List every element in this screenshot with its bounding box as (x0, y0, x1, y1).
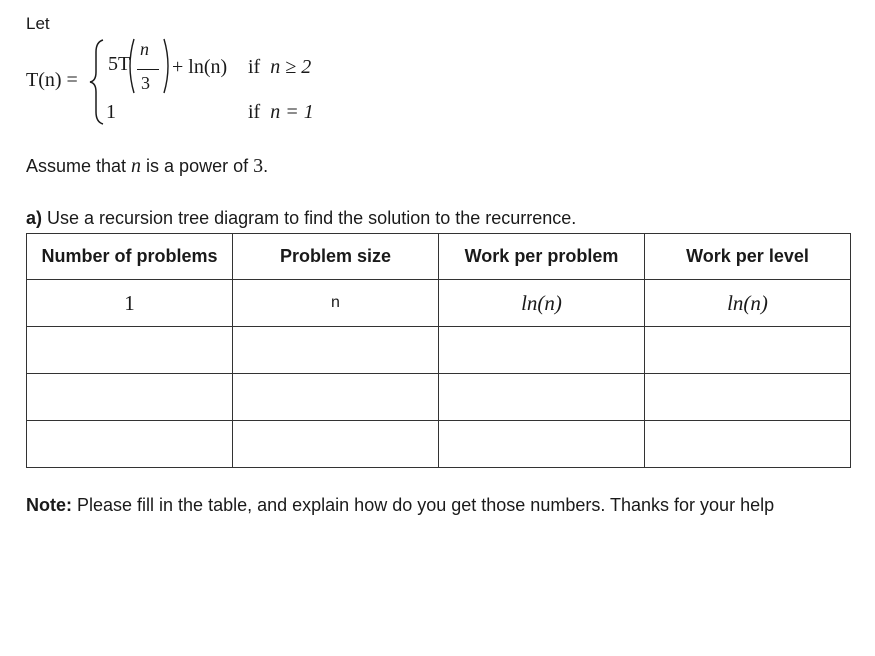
table-cell (27, 421, 233, 468)
table-cell: ln(n) (439, 280, 645, 327)
table-cell (645, 421, 851, 468)
fraction-denominator: 3 (141, 73, 150, 93)
table-cell (233, 374, 439, 421)
header-problem-size: Problem size (233, 234, 439, 280)
table-row (27, 280, 851, 327)
assumption-text: Assume that n is a power of 3. (26, 155, 269, 177)
table-cell: 1 (27, 280, 233, 327)
table-cell (645, 374, 851, 421)
table-cell (233, 327, 439, 374)
case2-condition: if n = 1 (248, 101, 314, 123)
table-cell (645, 327, 851, 374)
recurrence-equation (0, 0, 875, 140)
fraction-bar (137, 69, 159, 70)
case1-log-term: + ln(n) (172, 56, 228, 78)
table-row (27, 421, 851, 468)
header-work-per-problem: Work per problem (439, 234, 645, 280)
table-cell (233, 421, 439, 468)
intro-text: Let (26, 14, 50, 33)
table-row (27, 327, 851, 374)
fraction-numerator: n (140, 39, 149, 59)
table-cell (439, 374, 645, 421)
left-brace-icon (88, 38, 106, 126)
table-header-row (27, 234, 851, 280)
equation-lhs: T(n) = (26, 69, 78, 91)
table-cell: n (233, 280, 439, 327)
case2-value: 1 (106, 101, 116, 123)
table-cell (27, 374, 233, 421)
header-number-of-problems: Number of problems (27, 234, 233, 280)
case1-coefficient: 5T (108, 53, 131, 75)
table-cell (439, 327, 645, 374)
table-cell: ln(n) (645, 280, 851, 327)
recursion-table (26, 233, 851, 468)
header-work-per-level: Work per level (645, 234, 851, 280)
table-row (27, 374, 851, 421)
table-cell (27, 327, 233, 374)
question-part-a: a) Use a recursion tree diagram to find the solution to the recurrence. (26, 208, 577, 228)
note-text: Note: Please fill in the table, and explain how do you get those numbers. Thanks for your help (26, 495, 775, 515)
case1-condition: if n ≥ 2 (248, 56, 312, 78)
table-cell (439, 421, 645, 468)
